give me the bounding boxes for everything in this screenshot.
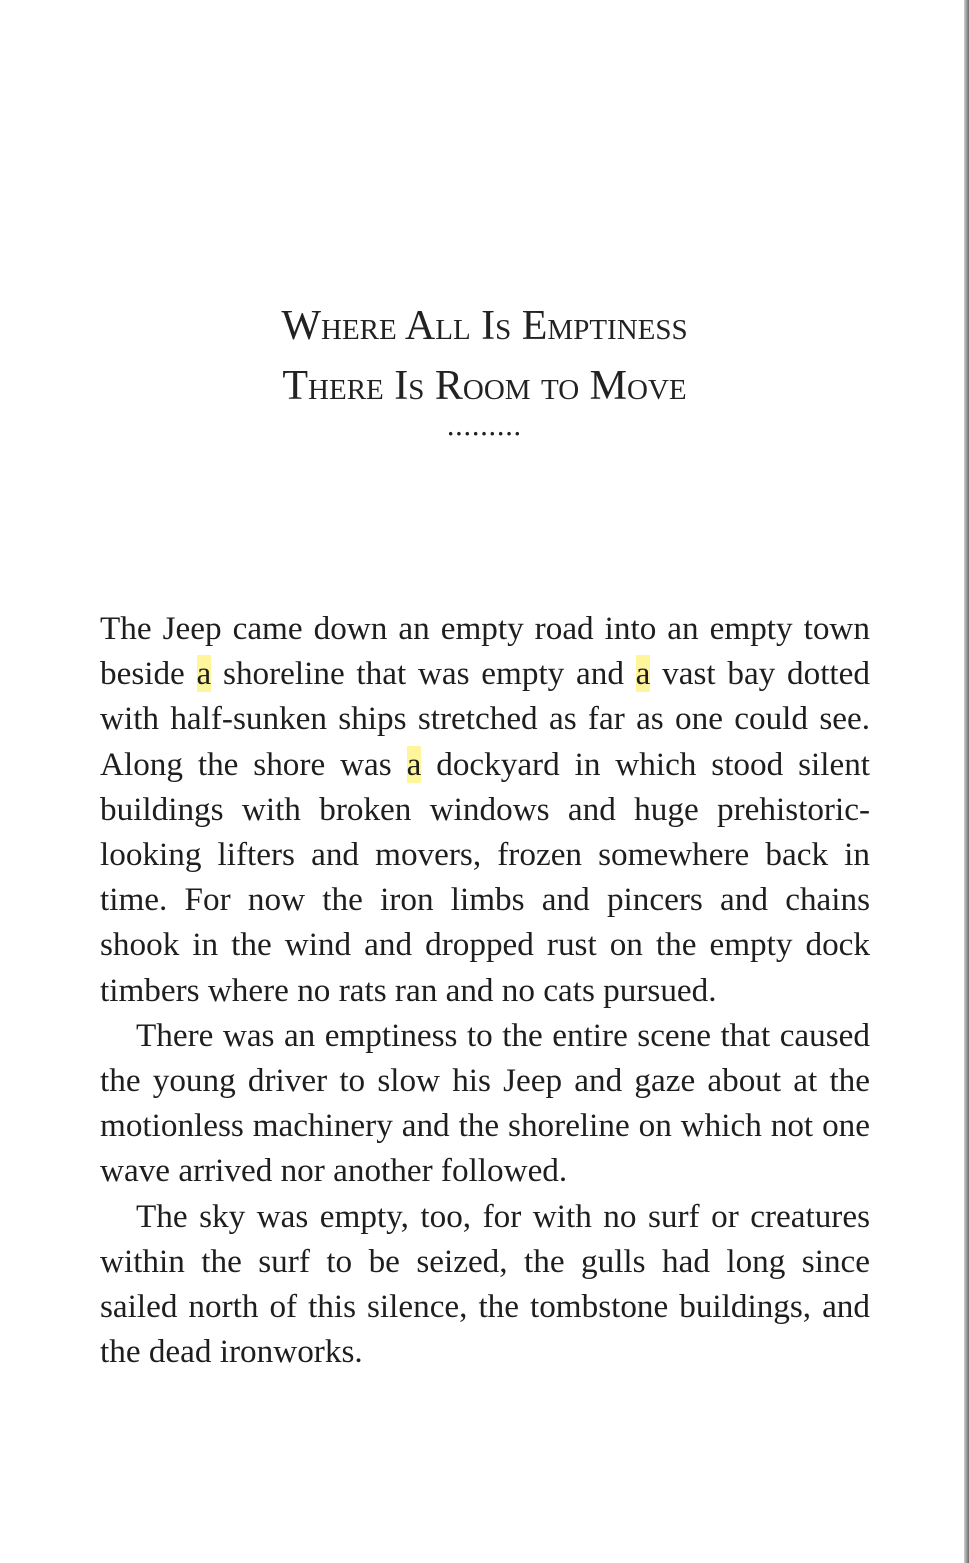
paragraph-2: There was an emptiness to the entire scene that caused the young driver to slow his Jeep and gaze about at the motionless machinery and the shoreline on which not one wave arrived nor another followed.: [100, 1016, 870, 1190]
chapter-title-line-2: There Is Room to Move: [282, 363, 687, 409]
paragraph-1-text-a: The Jeep came down an empty road into an empty town beside: [100, 610, 870, 693]
paragraph-1-text-b: shoreline that was empty and: [211, 655, 636, 693]
paragraph-1-text-c: vast bay dotted with half-sunken ships stretched as far as one could see. Along the shore was: [100, 655, 870, 783]
search-highlight[interactable]: a: [635, 655, 651, 693]
paragraph-1: [100, 606, 870, 1013]
page-edge: [964, 0, 969, 1563]
chapter-body: [100, 606, 870, 1374]
paragraph-3: The sky was empty, too, for with no surf or creatures within the surf to be seized, the gulls had long since sailed north of this silence, the tombstone buildings, and the dead ironworks.: [100, 1197, 870, 1371]
chapter-title-line-1: Where All Is Emptiness: [281, 303, 688, 349]
search-highlight[interactable]: a: [406, 745, 422, 783]
search-highlight[interactable]: a: [196, 655, 212, 693]
title-ornament: ·········: [446, 421, 523, 446]
paragraph-1-text-d: dockyard in which stood silent buildings with broken windows and huge prehistoric-looking lifters and movers, frozen somewhere back in time. For now the iron limbs and pincers and chains shook in the wind and dropped rust on the empty dock timbers where no rats ran and no cats pursued.: [100, 745, 871, 1009]
chapter-title: [0, 296, 969, 446]
